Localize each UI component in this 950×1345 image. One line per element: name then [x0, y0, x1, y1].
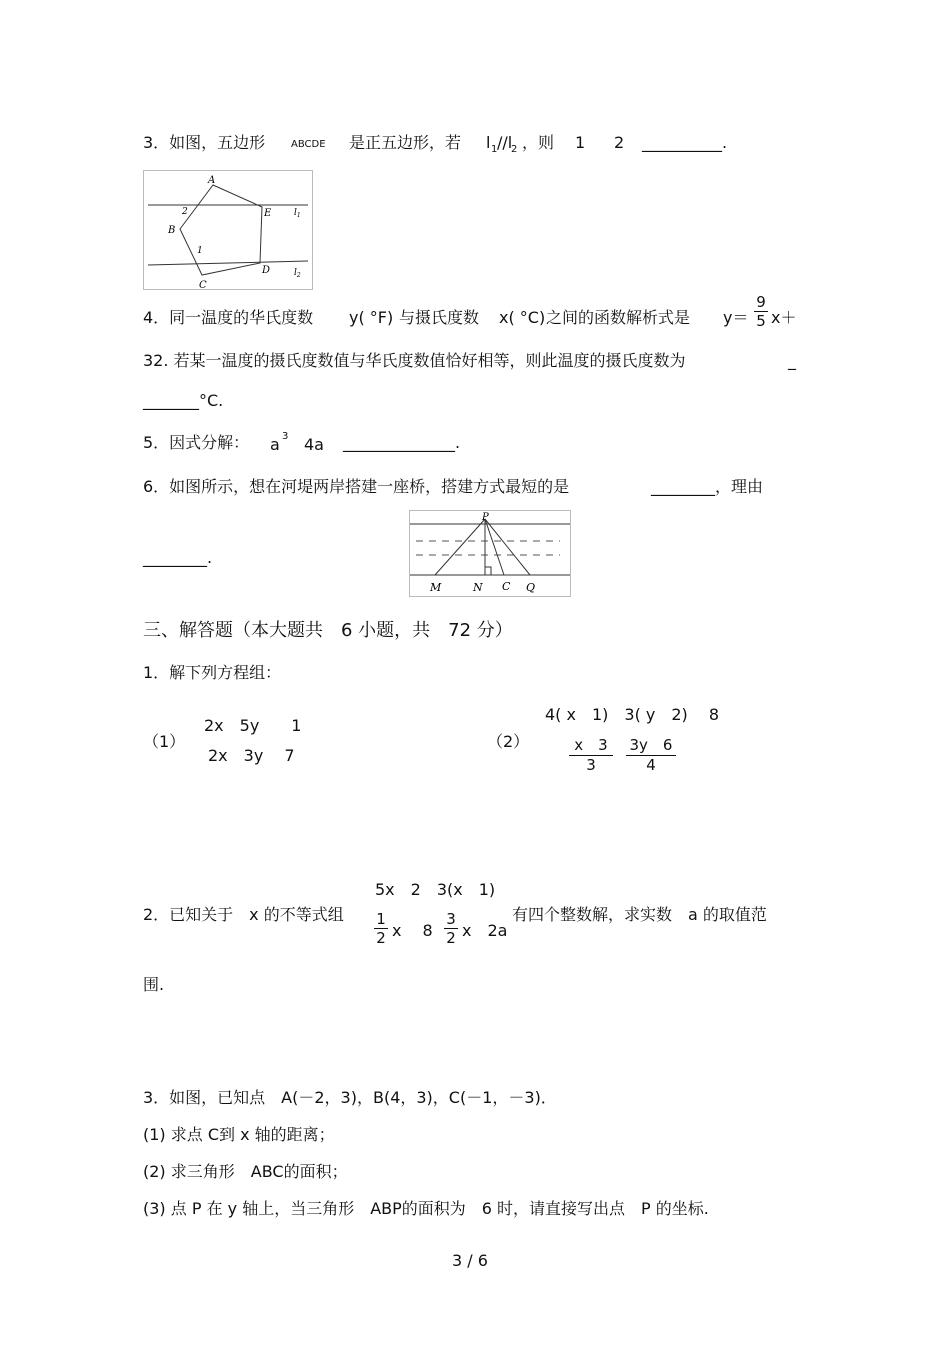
p1-frac1-num: x 3	[574, 736, 608, 754]
p1-sys1-eq2: 2x 3y 7	[208, 746, 295, 765]
q5-text: 5．因式分解：	[143, 433, 250, 452]
p1-sys2-label: （2）	[487, 732, 530, 751]
label-E: E	[264, 208, 272, 219]
p1-sys2-frac1	[569, 734, 613, 774]
page-number: 3 / 6	[452, 1251, 488, 1270]
label-l2: $l_2$	[294, 268, 301, 279]
section-title: 三、解答题（本大题共 6 小题，共 72 分）	[143, 620, 513, 641]
p2-line2: 围.	[143, 975, 165, 994]
p2-ineq2-a: x 8	[392, 921, 433, 940]
q4-text-a: 4．同一温度的华氏度数	[143, 308, 314, 327]
p2-half	[374, 910, 388, 947]
pentagon-figure	[143, 170, 313, 290]
q5-a: a	[270, 435, 280, 454]
label-angle1: 1	[197, 246, 203, 256]
label-Q: Q	[526, 581, 536, 594]
label-A: A	[208, 175, 216, 186]
q4-y-equals: y＝	[723, 308, 749, 327]
p2-text-a: 2．已知关于 x 的不等式组	[143, 905, 344, 924]
p2-half-den: 2	[374, 928, 388, 947]
q4-x-plus: x＋	[771, 308, 797, 327]
label-C: C	[199, 280, 207, 289]
q3-text-a: 3．如图，五边形	[143, 133, 266, 152]
p3-line2: (1) 求点 C到 x 轴的距离；	[143, 1125, 335, 1144]
q4-text-b: 与摄氏度数	[399, 308, 480, 327]
label-angle2: 2	[182, 207, 188, 217]
p2-three-halves-den: 2	[444, 928, 458, 947]
q4-fraction	[754, 293, 768, 330]
q3-text-b: 是正五边形，若	[349, 133, 462, 152]
q4-x-unit: x( °C)	[499, 308, 546, 327]
segment-PQ	[485, 519, 530, 575]
p3-line4: (3) 点 P 在 y 轴上，当三角形 ABP的面积为 6 时，请直接写出点 P 的坐标.	[143, 1199, 709, 1218]
q3-angle2: 2	[614, 133, 625, 152]
q3-l1-sub: 1	[491, 144, 498, 155]
label-l1: $l_1$	[294, 208, 301, 219]
q6-text: 6．如图所示，想在河堤两岸搭建一座桥，搭建方式最短的是	[143, 477, 570, 496]
p1-frac2-den: 4	[626, 755, 676, 774]
q4-frac-den: 5	[754, 311, 768, 330]
q4-frac-num: 9	[756, 293, 766, 311]
q4-line2: 32. 若某一温度的摄氏度数值与华氏度数值恰好相等，则此温度的摄氏度数为	[143, 351, 686, 370]
q3-l2-sub: 2	[511, 144, 518, 155]
p1-title: 1．解下列方程组：	[143, 663, 282, 682]
q3-answer-blank: __________.	[642, 133, 728, 152]
p2-ineq2-b: x 2a	[462, 921, 508, 940]
p2-ineq1: 5x 2 3(x 1)	[375, 880, 496, 899]
segment-PM	[435, 519, 485, 575]
q3-angle1: 1	[575, 133, 586, 152]
bridge-figure	[409, 510, 571, 597]
p2-text-b: 有四个整数解，求实数 a 的取值范	[512, 905, 767, 924]
p1-sys2-frac2	[626, 734, 676, 774]
right-angle-mark	[485, 567, 491, 575]
p1-sys1-eq1: 2x 5y 1	[204, 716, 302, 735]
q3-l1: l	[486, 133, 491, 152]
p1-sys1-label: （1）	[143, 732, 186, 751]
q4-text-c: 之间的函数解析式是	[546, 308, 691, 327]
q5-answer-blank: ______________.	[343, 433, 461, 452]
label-C: C	[502, 580, 511, 593]
line-l2	[148, 261, 308, 265]
q3-text-c: ，则	[522, 133, 555, 152]
q4-y-unit: y( °F)	[349, 308, 394, 327]
q5-exponent: 3	[282, 431, 289, 442]
label-P: P	[482, 512, 489, 523]
q3-abcde: ABCDE	[291, 139, 326, 150]
q6-blank: ________，理由	[651, 477, 764, 496]
q3-parallel: //l	[497, 133, 513, 152]
p3-line3: (2) 求三角形 ABC的面积；	[143, 1162, 348, 1181]
p1-frac1-den: 3	[569, 755, 613, 774]
label-M: M	[430, 581, 442, 594]
q6-line2: ________.	[143, 548, 213, 567]
pentagon-shape	[180, 185, 262, 275]
p2-three-halves	[444, 910, 458, 947]
p2-three-halves-num: 3	[446, 910, 456, 928]
q4-blank-end: _	[788, 351, 796, 370]
p2-half-num: 1	[376, 910, 386, 928]
label-B: B	[168, 225, 176, 236]
label-D: D	[262, 265, 271, 276]
p1-frac2-num: 3y 6	[629, 736, 673, 754]
p3-line1: 3．如图，已知点 A(－2，3)，B(4，3)，C(－1，－3)．	[143, 1088, 557, 1107]
q5-term: 4a	[304, 435, 324, 454]
p1-sys2-eq1: 4( x 1) 3( y 2) 8	[545, 705, 720, 724]
q4-line3: _______°C.	[143, 391, 224, 410]
label-N: N	[473, 581, 483, 594]
